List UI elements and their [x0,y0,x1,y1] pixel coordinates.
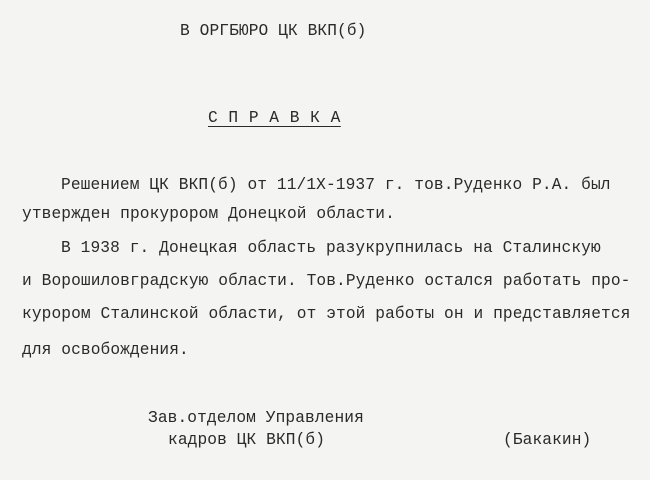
body-line: и Ворошиловградскую области. Тов.Руденко остался работать про- [22,272,631,290]
body-line: В 1938 г. Донецкая область разукрупнилась на Сталинскую [61,239,601,257]
signature-position: Зав.отделом Управления [148,409,364,427]
body-line: для освобождения. [22,341,189,359]
body-line: курором Сталинской области, от этой работы он и представляется [22,305,631,323]
body-line: Решением ЦК ВКП(б) от 11/1Х-1937 г. тов.Руденко Р.А. был [61,176,611,194]
document-title: С П Р А В К А [208,109,341,127]
signature-position: кадров ЦК ВКП(б) [168,431,326,449]
signature-name: (Бакакин) [503,431,592,449]
addressee: В ОРГБЮРО ЦК ВКП(б) [180,22,367,40]
body-line: утвержден прокурором Донецкой области. [22,205,395,223]
